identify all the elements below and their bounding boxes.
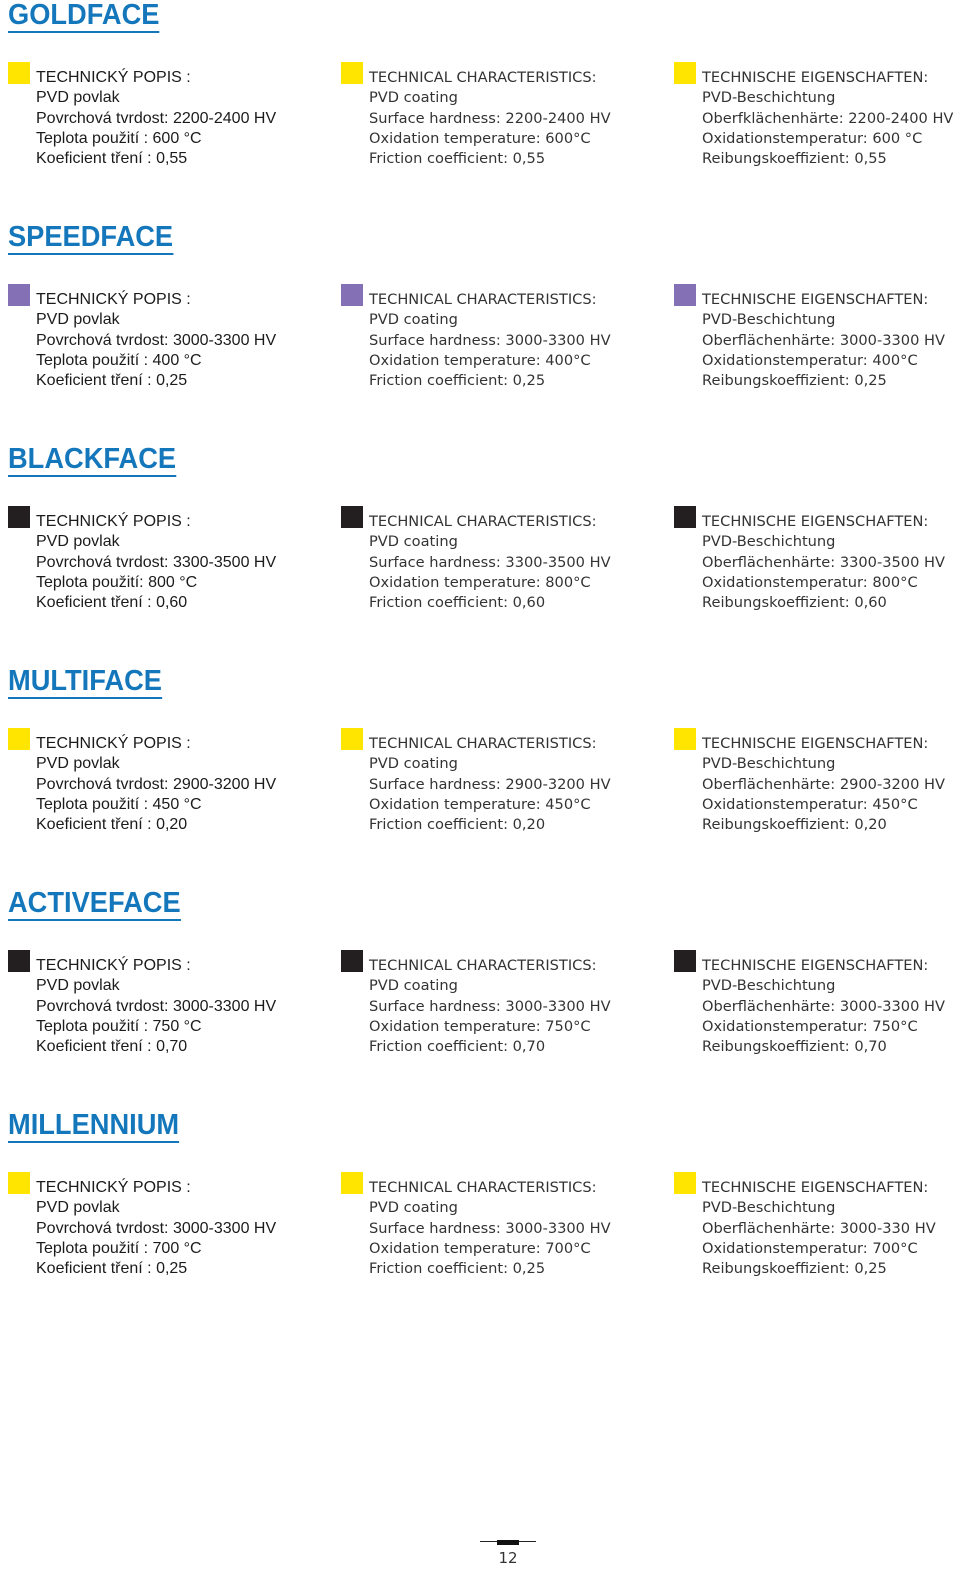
spec-heading: TECHNICAL CHARACTERISTICS: <box>369 1179 597 1196</box>
color-swatch <box>674 506 696 528</box>
spec-coating: PVD povlak <box>36 755 120 773</box>
color-swatch <box>341 62 363 84</box>
spec-hardness: Surface hardness: 2200-2400 HV <box>369 109 611 127</box>
spec-friction: Reibungskoeffizient: 0,60 <box>702 594 887 612</box>
page-number: 12 <box>498 1549 518 1567</box>
section-multiface <box>0 666 960 888</box>
spec-coating: PVD povlak <box>36 89 120 107</box>
spec-coating: PVD coating <box>369 533 458 551</box>
spec-hardness: Oberflächenhärte: 3000-330 HV <box>702 1219 936 1237</box>
spec-heading: TECHNISCHE EIGENSCHAFTEN: <box>702 1179 929 1196</box>
spec-hardness: Povrchová tvrdost: 2900-3200 HV <box>36 775 277 793</box>
spec-friction: Friction coefficient: 0,25 <box>369 372 546 390</box>
spec-temperature: Teplota použití : 750 °C <box>36 1017 202 1035</box>
spec-temperature: Oxidationstemperatur: 400°C <box>702 351 918 369</box>
spec-hardness: Povrchová tvrdost: 2200-2400 HV <box>36 109 277 127</box>
section-title: ACTIVEFACE <box>8 887 181 919</box>
spec-friction: Friction coefficient: 0,20 <box>369 816 546 834</box>
section-title: MILLENNIUM <box>8 1109 180 1141</box>
section-goldface <box>0 0 960 222</box>
spec-friction: Friction coefficient: 0,25 <box>369 1260 546 1278</box>
color-swatch <box>341 284 363 306</box>
spec-coating: PVD coating <box>369 1199 458 1217</box>
section-title: MULTIFACE <box>8 665 162 697</box>
spec-coating: PVD-Beschichtung <box>702 755 836 773</box>
spec-temperature: Oxidationstemperatur: 600 °C <box>702 129 923 147</box>
spec-hardness: Surface hardness: 2900-3200 HV <box>369 775 611 793</box>
color-swatch <box>674 950 696 972</box>
spec-coating: PVD-Beschichtung <box>702 1199 836 1217</box>
section-title: SPEEDFACE <box>8 221 174 253</box>
spec-temperature: Teplota použití : 600 °C <box>36 129 202 147</box>
spec-temperature: Oxidation temperature: 450°C <box>369 795 591 813</box>
color-swatch <box>8 950 30 972</box>
spec-heading: TECHNICAL CHARACTERISTICS: <box>369 957 597 974</box>
color-swatch <box>674 62 696 84</box>
spec-heading: TECHNICKÝ POPIS : <box>36 69 191 86</box>
color-swatch <box>8 62 30 84</box>
spec-coating: PVD coating <box>369 89 458 107</box>
spec-hardness: Povrchová tvrdost: 3000-3300 HV <box>36 997 277 1015</box>
section-speedface <box>0 222 960 444</box>
spec-hardness: Surface hardness: 3000-3300 HV <box>369 1219 611 1237</box>
spec-coating: PVD povlak <box>36 533 120 551</box>
spec-heading: TECHNICAL CHARACTERISTICS: <box>369 291 597 308</box>
spec-coating: PVD-Beschichtung <box>702 311 836 329</box>
spec-friction: Koeficient tření : 0,25 <box>36 372 188 390</box>
spec-coating: PVD povlak <box>36 977 120 995</box>
spec-heading: TECHNICKÝ POPIS : <box>36 957 191 974</box>
section-blackface <box>0 444 960 666</box>
spec-friction: Reibungskoeffizient: 0,25 <box>702 1260 887 1278</box>
spec-coating: PVD coating <box>369 311 458 329</box>
spec-hardness: Oberflächenhärte: 3000-3300 HV <box>702 331 945 349</box>
spec-friction: Reibungskoeffizient: 0,70 <box>702 1038 887 1056</box>
spec-hardness: Povrchová tvrdost: 3300-3500 HV <box>36 553 277 571</box>
spec-hardness: Surface hardness: 3300-3500 HV <box>369 553 611 571</box>
spec-heading: TECHNISCHE EIGENSCHAFTEN: <box>702 291 929 308</box>
color-swatch <box>341 1172 363 1194</box>
spec-friction: Koeficient tření : 0,25 <box>36 1260 188 1278</box>
footer-marker <box>497 1540 519 1545</box>
spec-heading: TECHNICKÝ POPIS : <box>36 735 191 752</box>
spec-friction: Koeficient tření : 0,60 <box>36 594 188 612</box>
spec-coating: PVD-Beschichtung <box>702 533 836 551</box>
spec-friction: Koeficient tření : 0,20 <box>36 816 188 834</box>
section-title: GOLDFACE <box>8 0 160 31</box>
color-swatch <box>8 506 30 528</box>
spec-friction: Friction coefficient: 0,70 <box>369 1038 546 1056</box>
spec-temperature: Teplota použití : 400 °C <box>36 351 202 369</box>
spec-friction: Reibungskoeffizient: 0,55 <box>702 150 887 168</box>
spec-friction: Reibungskoeffizient: 0,25 <box>702 372 887 390</box>
spec-heading: TECHNICAL CHARACTERISTICS: <box>369 69 597 86</box>
spec-hardness: Povrchová tvrdost: 3000-3300 HV <box>36 1219 277 1237</box>
spec-coating: PVD povlak <box>36 311 120 329</box>
color-swatch <box>8 1172 30 1194</box>
spec-coating: PVD coating <box>369 755 458 773</box>
spec-temperature: Teplota použití : 450 °C <box>36 795 202 813</box>
spec-friction: Friction coefficient: 0,60 <box>369 594 546 612</box>
spec-temperature: Oxidation temperature: 800°C <box>369 573 591 591</box>
spec-temperature: Oxidation temperature: 600°C <box>369 129 591 147</box>
spec-friction: Koeficient tření : 0,55 <box>36 150 188 168</box>
color-swatch <box>674 728 696 750</box>
spec-heading: TECHNICKÝ POPIS : <box>36 513 191 530</box>
spec-friction: Reibungskoeffizient: 0,20 <box>702 816 887 834</box>
color-swatch <box>8 284 30 306</box>
spec-friction: Koeficient tření : 0,70 <box>36 1038 188 1056</box>
color-swatch <box>341 728 363 750</box>
spec-coating: PVD coating <box>369 977 458 995</box>
spec-heading: TECHNICAL CHARACTERISTICS: <box>369 513 597 530</box>
spec-temperature: Oxidationstemperatur: 700°C <box>702 1239 918 1257</box>
spec-temperature: Oxidation temperature: 700°C <box>369 1239 591 1257</box>
spec-heading: TECHNISCHE EIGENSCHAFTEN: <box>702 69 929 86</box>
spec-heading: TECHNICKÝ POPIS : <box>36 1179 191 1196</box>
section-activeface <box>0 888 960 1110</box>
spec-hardness: Surface hardness: 3000-3300 HV <box>369 997 611 1015</box>
spec-heading: TECHNISCHE EIGENSCHAFTEN: <box>702 957 929 974</box>
spec-hardness: Oberflächenhärte: 3000-3300 HV <box>702 997 945 1015</box>
color-swatch <box>341 506 363 528</box>
spec-hardness: Oberflächenhärte: 2900-3200 HV <box>702 775 945 793</box>
spec-friction: Friction coefficient: 0,55 <box>369 150 546 168</box>
spec-coating: PVD-Beschichtung <box>702 977 836 995</box>
spec-temperature: Oxidation temperature: 750°C <box>369 1017 591 1035</box>
spec-hardness: Povrchová tvrdost: 3000-3300 HV <box>36 331 277 349</box>
spec-coating: PVD-Beschichtung <box>702 89 836 107</box>
section-millennium <box>0 1110 960 1332</box>
section-title: BLACKFACE <box>8 443 177 475</box>
spec-heading: TECHNICKÝ POPIS : <box>36 291 191 308</box>
spec-temperature: Oxidationstemperatur: 450°C <box>702 795 918 813</box>
spec-temperature: Oxidationstemperatur: 800°C <box>702 573 918 591</box>
spec-heading: TECHNISCHE EIGENSCHAFTEN: <box>702 513 929 530</box>
spec-hardness: Oberflächenhärte: 3300-3500 HV <box>702 553 945 571</box>
spec-coating: PVD povlak <box>36 1199 120 1217</box>
color-swatch <box>674 1172 696 1194</box>
spec-heading: TECHNICAL CHARACTERISTICS: <box>369 735 597 752</box>
color-swatch <box>674 284 696 306</box>
spec-temperature: Teplota použití : 700 °C <box>36 1239 202 1257</box>
spec-temperature: Oxidation temperature: 400°C <box>369 351 591 369</box>
spec-heading: TECHNISCHE EIGENSCHAFTEN: <box>702 735 929 752</box>
color-swatch <box>8 728 30 750</box>
spec-hardness: Oberfklächenhärte: 2200-2400 HV <box>702 109 954 127</box>
color-swatch <box>341 950 363 972</box>
spec-temperature: Teplota použití: 800 °C <box>36 573 198 591</box>
spec-temperature: Oxidationstemperatur: 750°C <box>702 1017 918 1035</box>
spec-hardness: Surface hardness: 3000-3300 HV <box>369 331 611 349</box>
